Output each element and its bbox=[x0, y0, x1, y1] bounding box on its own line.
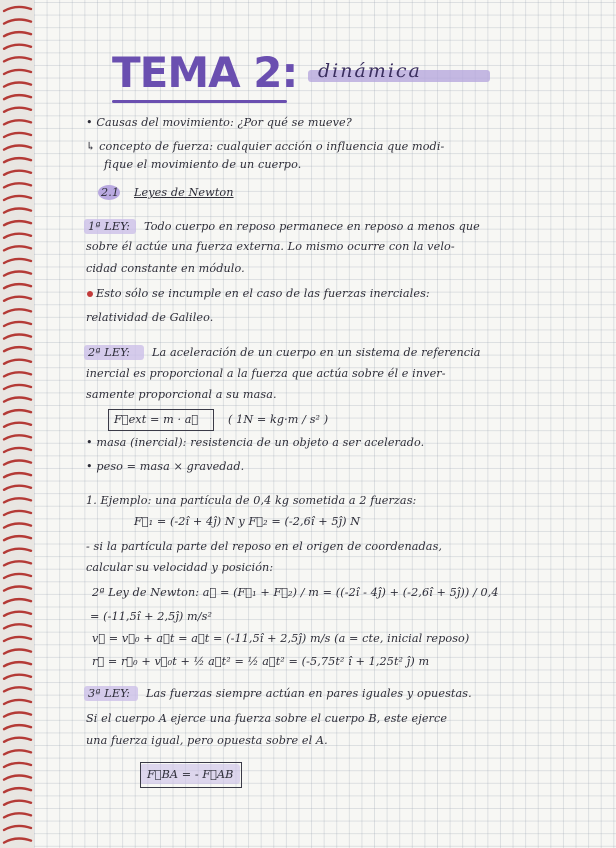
example-heading: 1. Ejemplo: una partícula de 0,4 kg sometida a 2 fuerzas: bbox=[86, 494, 417, 507]
spiral-binding bbox=[0, 0, 34, 848]
law1-note-2: relatividad de Galileo. bbox=[86, 311, 214, 324]
example-step-4: r⃗ = r⃗₀ + v⃗₀t + ½ a⃗t² = ½ a⃗t² = (-5,75t² î + 1,25t² ĵ) m bbox=[92, 655, 430, 668]
law2-tag: 2ª LEY: bbox=[88, 346, 131, 359]
example-question-2: calcular su velocidad y posición: bbox=[86, 561, 274, 574]
law1-line-2: sobre él actúe una fuerza externa. Lo mismo ocurre con la velo- bbox=[86, 240, 455, 253]
page-subtitle: dinámica bbox=[318, 60, 422, 82]
law1-line-3: cidad constante en módulo. bbox=[86, 262, 245, 275]
example-step-1: 2ª Ley de Newton: a⃗ = (F⃗₁ + F⃗₂) / m = ((-2î - 4ĵ) + (-2,6î + 5ĵ)) / 0,4 bbox=[92, 586, 499, 599]
title-underline bbox=[112, 100, 287, 103]
example-question-1: - si la partícula parte del reposo en el origen de coordenadas, bbox=[86, 540, 443, 553]
law2-bullet-2: • peso = masa × gravedad. bbox=[86, 460, 245, 473]
example-step-2: = (-11,5î + 2,5ĵ) m/s² bbox=[90, 610, 213, 623]
law2-bullet-1: • masa (inercial): resistencia de un objeto a ser acelerado. bbox=[86, 436, 425, 449]
law3-line-1: Las fuerzas siempre actúan en pares iguales y opuestas. bbox=[146, 687, 472, 700]
page-title: TEMA 2: bbox=[112, 48, 298, 97]
note-dot-icon bbox=[87, 291, 93, 297]
law2-line-3: samente proporcional a su masa. bbox=[86, 388, 277, 401]
example-forces: F⃗₁ = (-2î + 4ĵ) N y F⃗₂ = (-2,6î + 5ĵ) N bbox=[134, 515, 361, 528]
intro-line-2: ↳ concepto de fuerza: cualquier acción o influencia que modi- bbox=[86, 140, 445, 153]
law1-note-1: Esto sólo se incumple en el caso de las fuerzas inerciales: bbox=[96, 287, 430, 300]
law3-line-3: una fuerza igual, pero opuesta sobre el A. bbox=[86, 734, 328, 747]
law2-line-1: La aceleración de un cuerpo en un sistema de referencia bbox=[152, 346, 481, 359]
intro-line-1: • Causas del movimiento: ¿Por qué se mueve? bbox=[86, 116, 352, 129]
law2-unit: ( 1N = kg·m / s² ) bbox=[228, 413, 329, 426]
section-number: 2.1 bbox=[101, 186, 120, 199]
intro-line-3: fique el movimiento de un cuerpo. bbox=[104, 158, 302, 171]
law1-tag: 1ª LEY: bbox=[88, 220, 131, 233]
law3-tag: 3ª LEY: bbox=[88, 687, 131, 700]
section-label: Leyes de Newton bbox=[134, 186, 234, 199]
law3-formula: F⃗BA = - F⃗AB bbox=[147, 768, 234, 781]
law2-line-2: inercial es proporcional a la fuerza que actúa sobre él e inver- bbox=[86, 367, 446, 380]
law1-line-1: Todo cuerpo en reposo permanece en reposo a menos que bbox=[144, 220, 480, 233]
law2-formula: F⃗ext = m · a⃗ bbox=[114, 413, 199, 426]
law3-line-2: Si el cuerpo A ejerce una fuerza sobre el cuerpo B, este ejerce bbox=[86, 712, 448, 725]
example-step-3: v⃗ = v⃗₀ + a⃗t = a⃗t = (-11,5î + 2,5ĵ) m/s (a = cte, inicial reposo) bbox=[92, 632, 470, 645]
